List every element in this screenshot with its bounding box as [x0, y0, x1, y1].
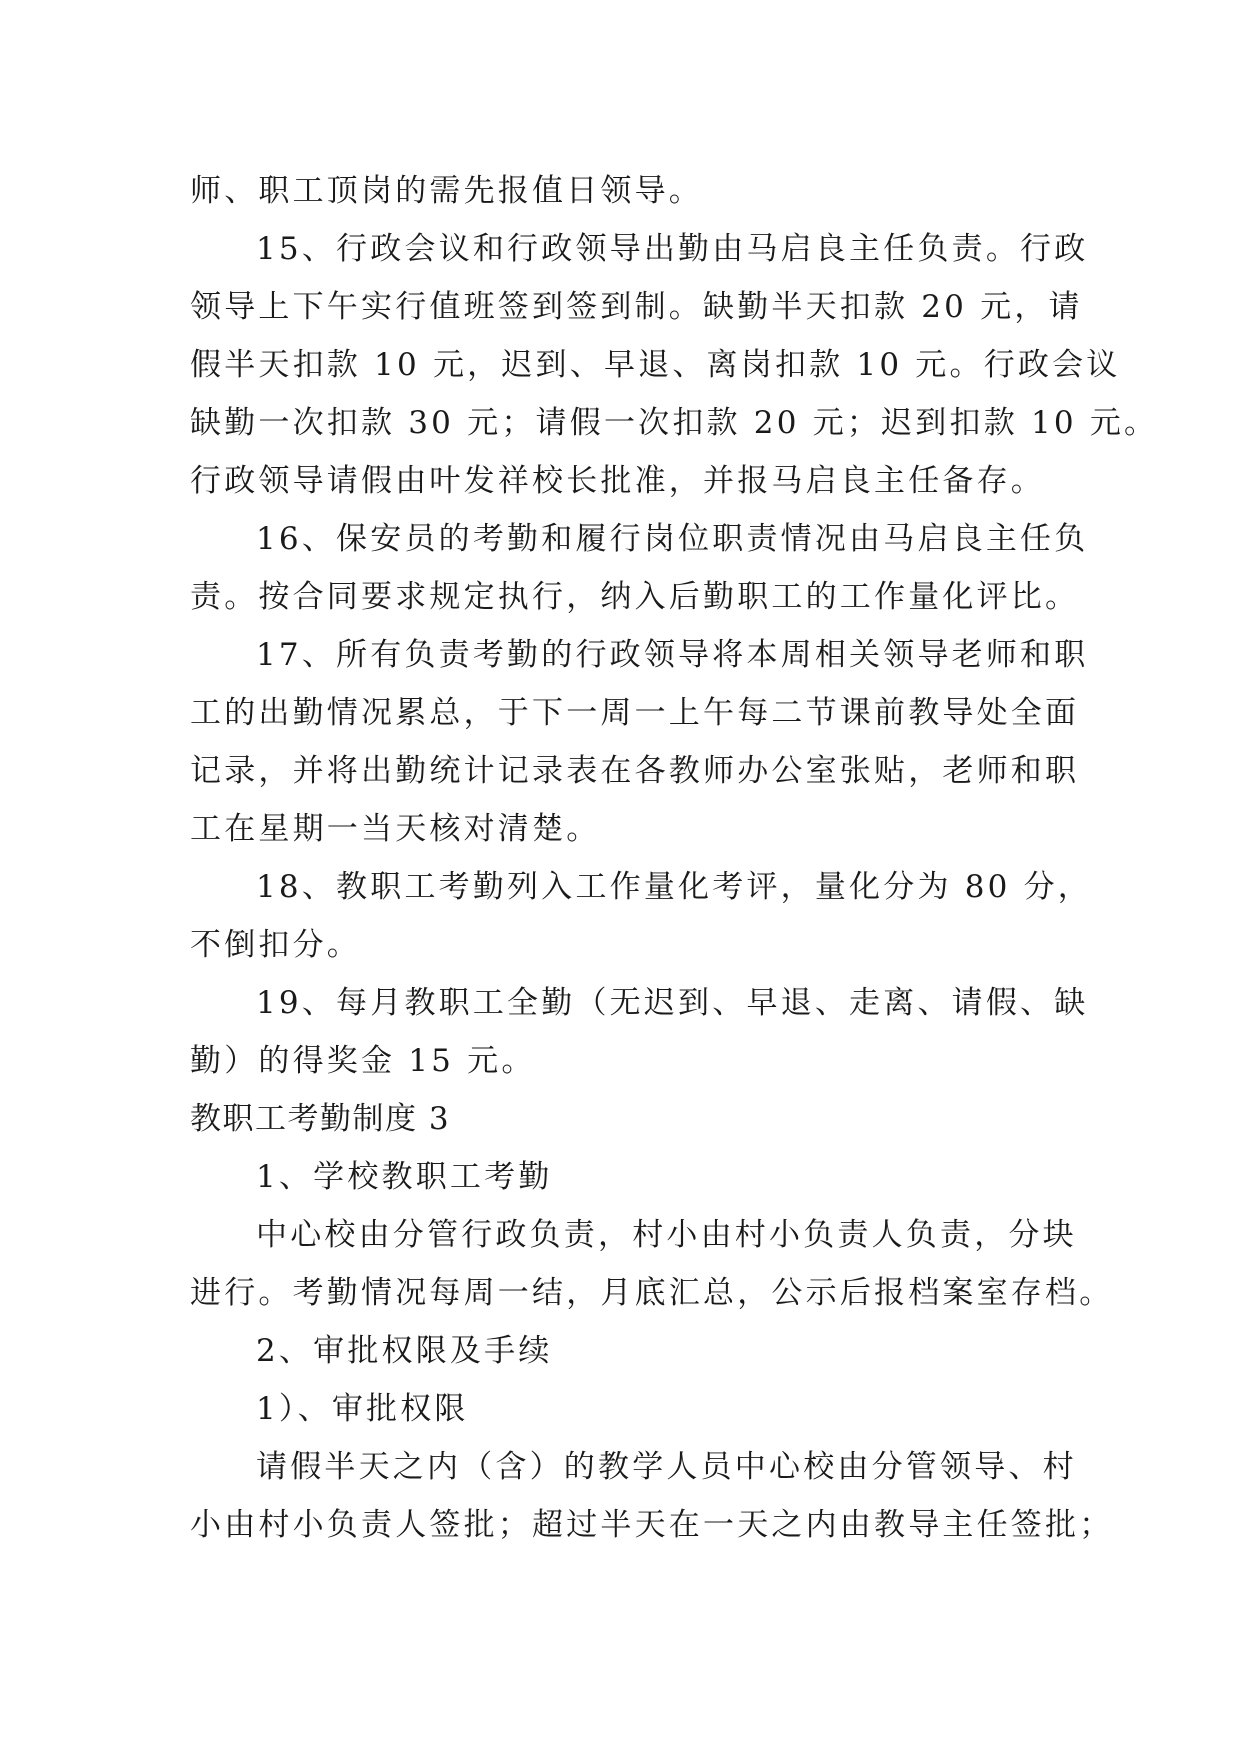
text-line: 记录，并将出勤统计记录表在各教师办公室张贴，老师和职 [190, 753, 1080, 789]
text-line: 1）、审批权限 [256, 1391, 469, 1427]
text-line: 16、保安员的考勤和履行岗位职责情况由马启良主任负 [256, 521, 1089, 557]
text-line: 假半天扣款 10 元，迟到、早退、离岗扣款 10 元。行政会议 [190, 347, 1121, 383]
text-line: 小由村小负责人签批；超过半天在一天之内由教导主任签批； [190, 1507, 1114, 1543]
text-line: 进行。考勤情况每周一结，月底汇总，公示后报档案室存档。 [190, 1275, 1114, 1311]
text-line: 中心校由分管行政负责，村小由村小负责人负责，分块 [256, 1217, 1077, 1253]
text-line: 不倒扣分。 [190, 927, 361, 963]
text-line: 责。按合同要求规定执行，纳入后勤职工的工作量化评比。 [190, 579, 1080, 615]
text-line: 工的出勤情况累总，于下一周一上午每二节课前教导处全面 [190, 695, 1080, 731]
text-line: 17、所有负责考勤的行政领导将本周相关领导老师和职 [256, 637, 1089, 673]
text-line: 工在星期一当天核对清楚。 [190, 811, 601, 847]
text-line: 行政领导请假由叶发祥校长批准，并报马启良主任备存。 [190, 463, 1045, 499]
text-line: 领导上下午实行值班签到签到制。缺勤半天扣款 20 元，请 [190, 289, 1083, 325]
text-line: 请假半天之内（含）的教学人员中心校由分管领导、村 [256, 1449, 1077, 1485]
text-line: 2、审批权限及手续 [256, 1333, 553, 1369]
text-line: 缺勤一次扣款 30 元；请假一次扣款 20 元；迟到扣款 10 元。 [190, 405, 1159, 441]
text-line: 15、行政会议和行政领导出勤由马启良主任负责。行政 [256, 231, 1089, 267]
document-body [190, 162, 1159, 1554]
text-line: 19、每月教职工全勤（无迟到、早退、走离、请假、缺 [256, 985, 1089, 1021]
text-line: 18、教职工考勤列入工作量化考评，量化分为 80 分， [256, 869, 1092, 905]
text-line: 勤）的得奖金 15 元。 [190, 1043, 536, 1079]
section-heading: 教职工考勤制度 3 [190, 1101, 451, 1137]
text-line: 师、职工顶岗的需先报值日领导。 [190, 173, 703, 209]
text-line: 1、学校教职工考勤 [256, 1159, 553, 1195]
